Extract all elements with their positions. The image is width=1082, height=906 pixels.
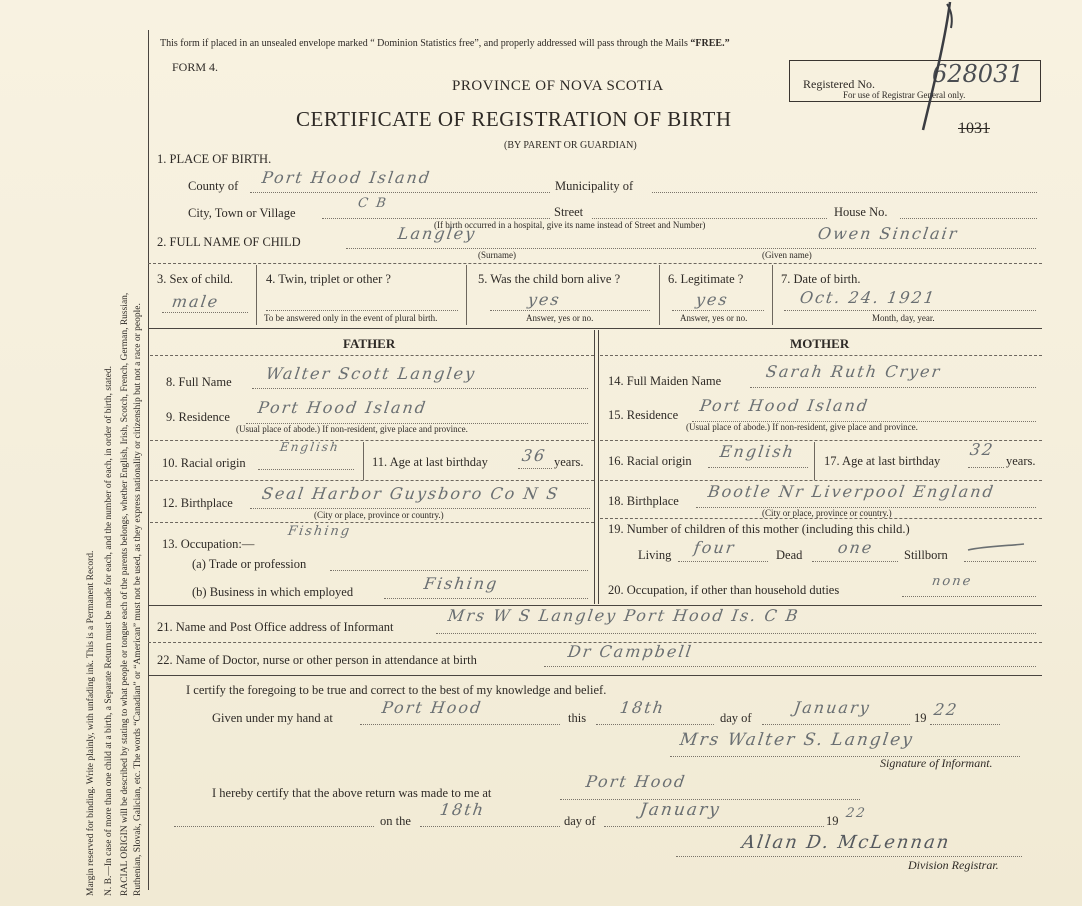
reg-year-prefix: 19 (826, 814, 839, 828)
doctor-line (544, 666, 1036, 667)
mother-residence-value: Port Hood Island (698, 396, 871, 415)
mother-age-value: 32 (968, 440, 996, 459)
mother-race-label: 16. Racial origin (608, 454, 692, 468)
on-the-label: on the (380, 814, 411, 828)
given-place-value: Port Hood (380, 698, 484, 717)
legitimate-value: yes (694, 290, 731, 309)
dob-note: Month, day, year. (872, 313, 935, 323)
parents-divider-2 (598, 330, 599, 604)
city-line (322, 218, 550, 219)
mother-name-value: Sarah Ruth Cryer (764, 362, 943, 381)
row-divider-top (148, 263, 1042, 264)
this-day-line (596, 724, 714, 725)
city-label: City, Town or Village (188, 206, 296, 220)
father-name-value: Walter Scott Langley (264, 364, 478, 383)
reg-year-suffix: 22 (844, 806, 868, 821)
father-name-line (252, 388, 588, 389)
signature-caption: Signature of Informant. (880, 756, 993, 770)
this-day-value: 18th (618, 698, 667, 717)
informant-value: Mrs W S Langley Port Hood Is. C B (446, 606, 801, 625)
reg-month-line (604, 826, 824, 827)
mother-heading: MOTHER (790, 336, 850, 351)
street-line (592, 218, 827, 219)
mother-race-divider (814, 442, 815, 480)
living-value: four (692, 538, 737, 557)
reg-day-line (420, 826, 560, 827)
living-line (678, 561, 768, 562)
dob-label: 7. Date of birth. (781, 272, 861, 286)
sex-label: 3. Sex of child. (157, 272, 234, 286)
legitimate-line (672, 310, 764, 311)
stillborn-dash-icon (966, 540, 1026, 556)
father-residence-value: Port Hood Island (256, 398, 429, 417)
county-line (250, 192, 550, 193)
mother-row-rule-3 (600, 518, 1042, 519)
mother-heading-rule (600, 355, 1042, 356)
children-label: 19. Number of children of this mother (including this child.) (608, 522, 910, 536)
registrar-use-note: For use of Registrar General only. (843, 90, 966, 100)
municipality-line (652, 192, 1037, 193)
reg-dayof-label: day of (564, 814, 596, 828)
mother-occupation-label: 20. Occupation, if other than household duties (608, 583, 840, 597)
certify-statement: I certify the foregoing to be true and correct to the best of my knowledge and belief. (186, 683, 607, 697)
form-number: FORM 4. (172, 60, 219, 74)
margin-note-4: Ruthenian, Slovak, Galician, etc. The words “Canadian” or “American” must not be used, as they express nationality or citizenship but not a race or people. (133, 303, 143, 896)
mother-occupation-line (902, 596, 1036, 597)
father-row-rule-3 (150, 522, 594, 523)
street-label: Street (554, 205, 584, 219)
father-age-label: 11. Age at last birthday (372, 455, 488, 469)
alive-value: yes (526, 290, 563, 309)
legitimate-label: 6. Legitimate ? (668, 272, 744, 286)
month-line (762, 724, 910, 725)
business-line (384, 598, 588, 599)
margin-note-2: N. B.—In case of more than one child at a birth, a Separate Return must be made for each, and the number of each, in order of birth, stated. (104, 366, 114, 896)
registrar-pre-line (174, 826, 374, 827)
house-label: House No. (834, 205, 888, 219)
father-age-line (518, 468, 552, 469)
business-value: Fishing (422, 574, 500, 593)
stillborn-line (964, 561, 1036, 562)
left-border (148, 30, 149, 890)
mother-age-line (968, 467, 1004, 468)
reg-day-value: 18th (438, 800, 487, 819)
father-race-value: English (279, 440, 341, 454)
stillborn-label: Stillborn (904, 548, 948, 562)
trade-label: (a) Trade or profession (192, 557, 307, 571)
city-value: C B (356, 196, 389, 211)
mother-birthplace-note: (City or place, province or country.) (762, 508, 892, 518)
page-subtitle: (BY PARENT OR GUARDIAN) (504, 140, 637, 151)
registrar-signature-line (676, 856, 1022, 857)
mother-years-label: years. (1006, 454, 1036, 468)
father-birthplace-label: 12. Birthplace (162, 496, 233, 510)
registrar-statement: I hereby certify that the above return was made to me at (212, 786, 492, 800)
father-race-label: 10. Racial origin (162, 456, 246, 470)
given-caption: (Given name) (762, 250, 812, 260)
doctor-value: Dr Campbell (566, 642, 695, 661)
father-occupation-value: Fishing (286, 524, 353, 539)
house-line (900, 218, 1037, 219)
registrar-place-value: Port Hood (584, 772, 688, 791)
father-name-label: 8. Full Name (166, 375, 232, 389)
registered-number: 628031 (932, 60, 1024, 88)
dob-line (784, 310, 1036, 311)
col-divider-3 (659, 265, 660, 325)
child-name-line (346, 248, 1036, 249)
father-residence-note: (Usual place of abode.) If non-resident, give place and province. (236, 424, 468, 434)
twin-line (266, 310, 458, 311)
twin-label: 4. Twin, triplet or other ? (266, 272, 391, 286)
mother-row-rule-2 (600, 480, 1042, 481)
reg-month-value: January (638, 800, 723, 820)
doctor-label: 22. Name of Doctor, nurse or other person in attendance at birth (157, 653, 477, 667)
father-age-value: 36 (520, 446, 548, 465)
mail-notice-text: This form if placed in an unsealed envelope marked “ Dominion Statistics free”, and properly addressed will pass through the Mails (160, 38, 688, 49)
year-prefix: 19 (914, 711, 927, 725)
registered-label: Registered No. (803, 77, 875, 91)
mother-age-label: 17. Age at last birthday (824, 454, 941, 468)
father-occupation-label: 13. Occupation:— (162, 537, 255, 551)
doctor-rule (148, 675, 1042, 676)
surname-caption: (Surname) (478, 250, 516, 260)
informant-line (436, 633, 1036, 634)
hospital-note: (If birth occurred in a hospital, give its name instead of Street and Number) (434, 220, 706, 230)
alive-label: 5. Was the child born alive ? (478, 272, 621, 286)
place-of-birth-heading: 1. PLACE OF BIRTH. (157, 152, 272, 166)
father-years-label: years. (554, 455, 584, 469)
mother-name-label: 14. Full Maiden Name (608, 374, 722, 388)
mother-occupation-value: none (930, 574, 974, 589)
year-line (930, 724, 1000, 725)
parents-divider (594, 330, 595, 604)
col-divider-2 (466, 265, 467, 325)
informant-label: 21. Name and Post Office address of Informant (157, 620, 394, 634)
business-label: (b) Business in which employed (192, 585, 354, 599)
mother-birthplace-value: Bootle Nr Liverpool England (706, 482, 997, 501)
mother-residence-label: 15. Residence (608, 408, 679, 422)
year-suffix: 22 (932, 700, 960, 719)
dead-label: Dead (776, 548, 803, 562)
child-given-name: Owen Sinclair (816, 224, 960, 243)
sex-value: male (170, 292, 221, 311)
trade-line (330, 570, 588, 571)
county-label: County of (188, 179, 239, 193)
month-value: January (792, 698, 873, 717)
struck-number: 1031 (958, 120, 990, 137)
child-name-label: 2. FULL NAME OF CHILD (157, 235, 301, 249)
dayof-label: day of (720, 711, 752, 725)
mother-race-line (708, 467, 808, 468)
father-birthplace-line (250, 508, 590, 509)
dead-value: one (836, 538, 875, 557)
registrar-caption: Division Registrar. (908, 858, 999, 872)
child-surname: Langley (396, 224, 478, 243)
col-divider-1 (256, 265, 257, 325)
given-under-label: Given under my hand at (212, 711, 333, 725)
given-place-line (360, 724, 560, 725)
father-birthplace-note: (City or place, province or country.) (314, 510, 444, 520)
mail-notice (160, 38, 730, 49)
father-row-rule-2 (150, 480, 594, 481)
margin-note-1: Margin reserved for binding. Write plainly, with unfading ink. This is a Permanent Record. (86, 550, 96, 896)
this-label: this (568, 711, 587, 725)
sex-line (162, 312, 248, 313)
alive-line (490, 310, 650, 311)
free-label: “FREE.” (690, 38, 730, 49)
alive-note: Answer, yes or no. (526, 313, 594, 323)
father-row-rule-1 (150, 440, 594, 441)
col-divider-4 (772, 265, 773, 325)
municipality-label: Municipality of (555, 179, 634, 193)
father-heading-rule (150, 355, 594, 356)
informant-signature: Mrs Walter S. Langley (678, 730, 916, 750)
registrar-signature: Allan D. McLennan (740, 832, 952, 853)
page-title: CERTIFICATE OF REGISTRATION OF BIRTH (296, 107, 732, 131)
province-heading: PROVINCE OF NOVA SCOTIA (452, 78, 664, 94)
pen-stroke-icon (905, 0, 965, 140)
county-value: Port Hood Island (260, 168, 433, 187)
living-label: Living (638, 548, 672, 562)
twin-note: To be answered only in the event of plural birth. (264, 313, 438, 323)
margin-note-3: RACIAL ORIGIN will be described by stating to what people or tongue each of the parents belongs, whether English, Irish, Scotch, French, German, Russian, (120, 292, 130, 896)
mother-name-line (750, 387, 1036, 388)
legitimate-note: Answer, yes or no. (680, 313, 748, 323)
father-residence-label: 9. Residence (166, 410, 230, 424)
father-race-line (258, 469, 354, 470)
mother-race-value: English (718, 442, 797, 461)
dob-value: Oct. 24. 1921 (798, 288, 938, 307)
parents-top-rule (148, 328, 1042, 329)
mother-birthplace-label: 18. Birthplace (608, 494, 679, 508)
mother-residence-note: (Usual place of abode.) If non-resident, give place and province. (686, 422, 918, 432)
father-heading: FATHER (343, 336, 396, 351)
father-birthplace-value: Seal Harbor Guysboro Co N S (260, 484, 561, 503)
dead-line (812, 561, 898, 562)
father-race-divider (363, 442, 364, 480)
